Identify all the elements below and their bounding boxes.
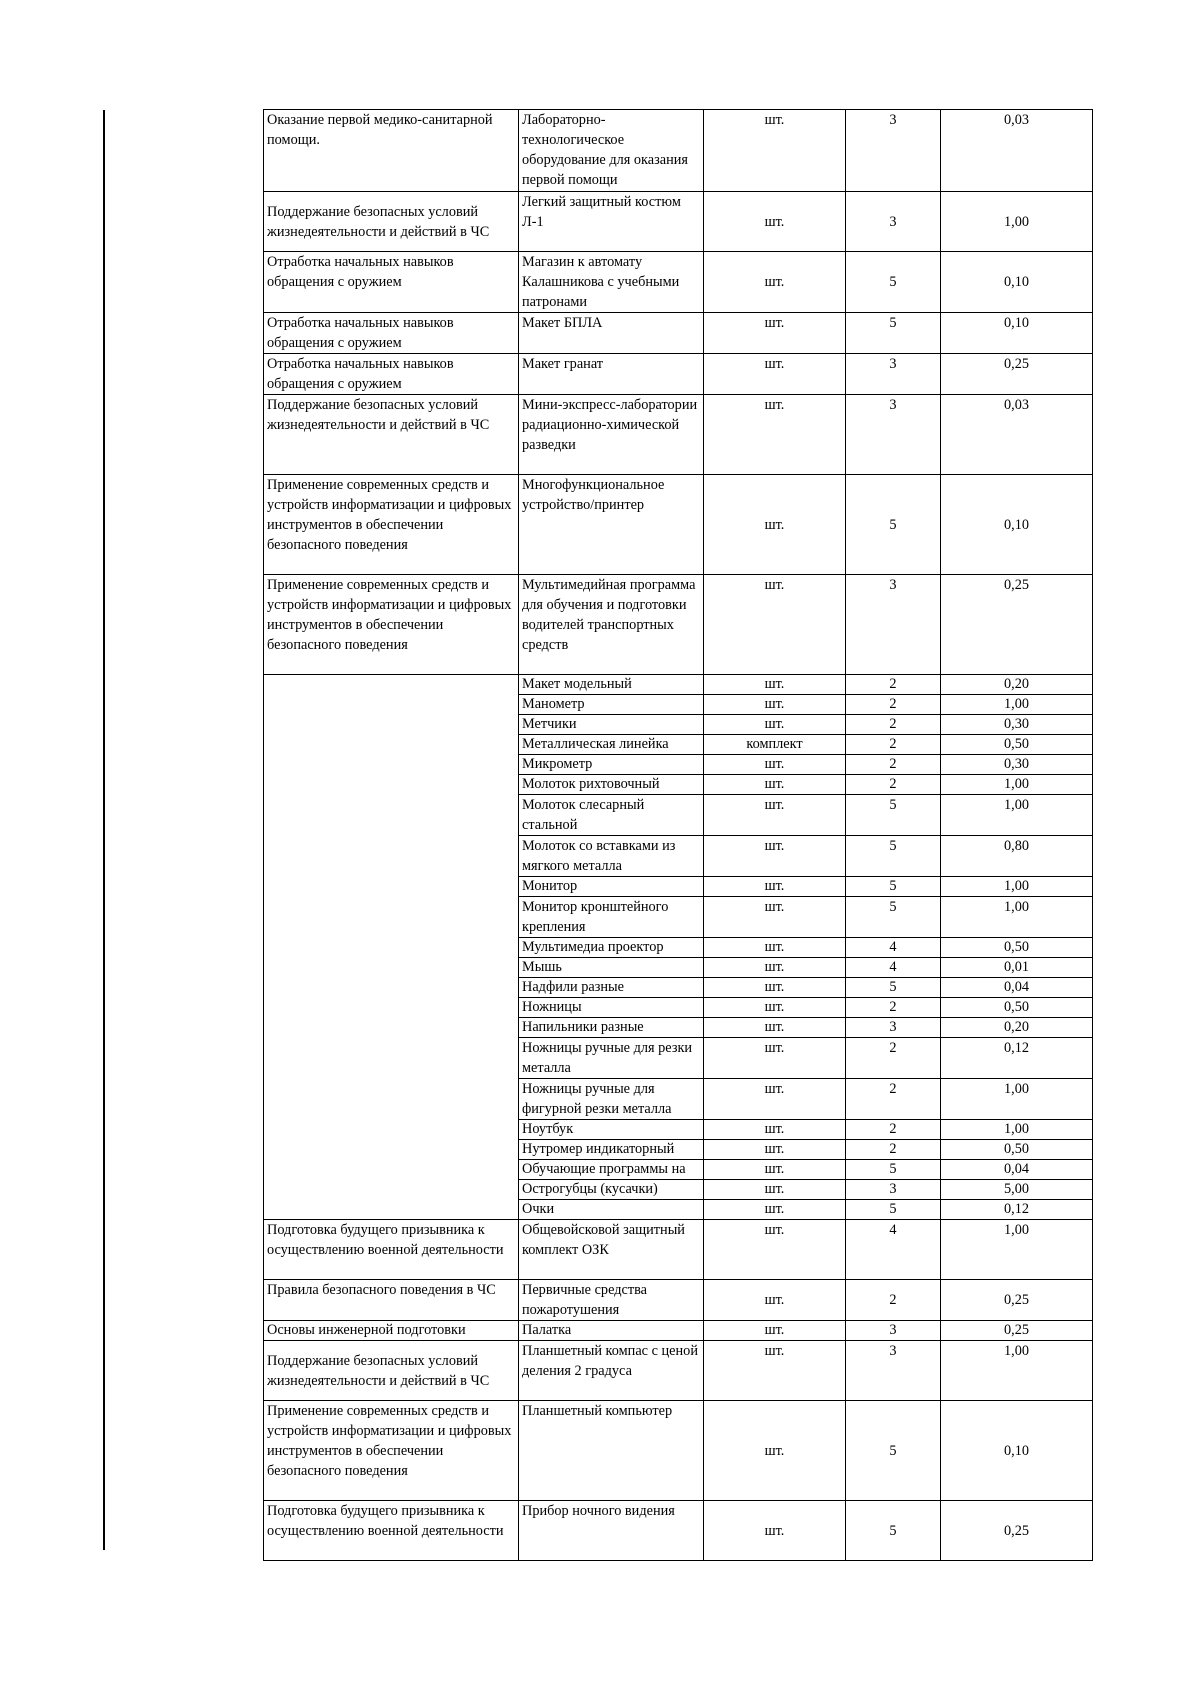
item-cell: Мини-экспресс-лаборатории радиационно-химической разведки (519, 395, 704, 475)
quantity-cell: 5 (846, 313, 941, 354)
item-cell: Металлическая линейка (519, 735, 704, 755)
item-cell: Монитор кронштейного крепления (519, 897, 704, 938)
unit-cell: шт. (704, 1501, 846, 1561)
unit-cell: шт. (704, 1079, 846, 1120)
value-cell: 1,00 (941, 1341, 1093, 1401)
quantity-cell: 4 (846, 958, 941, 978)
purpose-cell: Отработка начальных навыков обращения с оружием (264, 354, 519, 395)
value-cell: 1,00 (941, 192, 1093, 252)
purpose-cell-empty (264, 675, 519, 1220)
item-cell: Молоток слесарный стальной (519, 795, 704, 836)
quantity-cell: 5 (846, 1401, 941, 1501)
quantity-cell: 5 (846, 897, 941, 938)
purpose-cell: Применение современных средств и устройств информатизации и цифровых инструментов в обеспечении безопасного поведения (264, 1401, 519, 1501)
table-row (264, 675, 1093, 695)
value-cell: 1,00 (941, 1079, 1093, 1120)
quantity-cell: 2 (846, 1079, 941, 1120)
unit-cell: комплект (704, 735, 846, 755)
value-cell: 0,20 (941, 1018, 1093, 1038)
table-row (264, 1280, 1093, 1321)
unit-cell: шт. (704, 1280, 846, 1321)
item-cell: Микрометр (519, 755, 704, 775)
value-cell: 0,03 (941, 395, 1093, 475)
unit-cell: шт. (704, 958, 846, 978)
equipment-table (263, 109, 1093, 1561)
quantity-cell: 2 (846, 715, 941, 735)
value-cell: 5,00 (941, 1180, 1093, 1200)
value-cell: 0,12 (941, 1038, 1093, 1079)
table-row (264, 110, 1093, 192)
value-cell: 0,10 (941, 313, 1093, 354)
unit-cell: шт. (704, 836, 846, 877)
value-cell: 0,12 (941, 1200, 1093, 1220)
item-cell: Монитор (519, 877, 704, 897)
quantity-cell: 5 (846, 836, 941, 877)
table-row (264, 1220, 1093, 1280)
item-cell: Первичные средства пожаротушения (519, 1280, 704, 1321)
value-cell: 1,00 (941, 695, 1093, 715)
purpose-cell: Основы инженерной подготовки (264, 1321, 519, 1341)
item-cell: Нутромер индикаторный (519, 1140, 704, 1160)
quantity-cell: 3 (846, 1341, 941, 1401)
value-cell: 1,00 (941, 897, 1093, 938)
quantity-cell: 3 (846, 575, 941, 675)
unit-cell: шт. (704, 1038, 846, 1079)
item-cell: Планшетный компас с ценой деления 2 градуса (519, 1341, 704, 1401)
quantity-cell: 5 (846, 252, 941, 313)
unit-cell: шт. (704, 1140, 846, 1160)
unit-cell: шт. (704, 475, 846, 575)
quantity-cell: 3 (846, 192, 941, 252)
purpose-cell: Правила безопасного поведения в ЧС (264, 1280, 519, 1321)
unit-cell: шт. (704, 978, 846, 998)
unit-cell: шт. (704, 1180, 846, 1200)
quantity-cell: 5 (846, 877, 941, 897)
unit-cell: шт. (704, 1160, 846, 1180)
quantity-cell: 3 (846, 1321, 941, 1341)
purpose-cell: Поддержание безопасных условий жизнедеятельности и действий в ЧС (264, 395, 519, 475)
quantity-cell: 2 (846, 675, 941, 695)
purpose-cell: Подготовка будущего призывника к осуществлению военной деятельности (264, 1220, 519, 1280)
quantity-cell: 2 (846, 775, 941, 795)
unit-cell: шт. (704, 715, 846, 735)
unit-cell: шт. (704, 897, 846, 938)
value-cell: 0,30 (941, 715, 1093, 735)
unit-cell: шт. (704, 695, 846, 715)
item-cell: Напильники разные (519, 1018, 704, 1038)
item-cell: Манометр (519, 695, 704, 715)
quantity-cell: 5 (846, 475, 941, 575)
value-cell: 1,00 (941, 775, 1093, 795)
quantity-cell: 5 (846, 978, 941, 998)
quantity-cell: 2 (846, 695, 941, 715)
unit-cell: шт. (704, 755, 846, 775)
table-row (264, 1401, 1093, 1501)
item-cell: Ножницы ручные для резки металла (519, 1038, 704, 1079)
unit-cell: шт. (704, 877, 846, 897)
quantity-cell: 3 (846, 1180, 941, 1200)
table-row (264, 313, 1093, 354)
unit-cell: шт. (704, 575, 846, 675)
unit-cell: шт. (704, 354, 846, 395)
unit-cell: шт. (704, 1401, 846, 1501)
unit-cell: шт. (704, 775, 846, 795)
table-row (264, 575, 1093, 675)
table-row (264, 1321, 1093, 1341)
unit-cell: шт. (704, 1321, 846, 1341)
unit-cell: шт. (704, 313, 846, 354)
value-cell: 1,00 (941, 877, 1093, 897)
quantity-cell: 2 (846, 1120, 941, 1140)
quantity-cell: 3 (846, 110, 941, 192)
quantity-cell: 3 (846, 1018, 941, 1038)
value-cell: 0,25 (941, 1321, 1093, 1341)
value-cell: 0,04 (941, 978, 1093, 998)
unit-cell: шт. (704, 1341, 846, 1401)
item-cell: Очки (519, 1200, 704, 1220)
item-cell: Макет гранат (519, 354, 704, 395)
item-cell: Метчики (519, 715, 704, 735)
value-cell: 0,25 (941, 575, 1093, 675)
item-cell: Мультимедиа проектор (519, 938, 704, 958)
value-cell: 0,10 (941, 475, 1093, 575)
value-cell: 0,10 (941, 252, 1093, 313)
item-cell: Мышь (519, 958, 704, 978)
table-row (264, 252, 1093, 313)
table-row (264, 1341, 1093, 1401)
value-cell: 0,01 (941, 958, 1093, 978)
item-cell: Ноутбук (519, 1120, 704, 1140)
unit-cell: шт. (704, 252, 846, 313)
quantity-cell: 5 (846, 795, 941, 836)
purpose-cell: Применение современных средств и устройств информатизации и цифровых инструментов в обеспечении безопасного поведения (264, 575, 519, 675)
item-cell: Молоток со вставками из мягкого металла (519, 836, 704, 877)
unit-cell: шт. (704, 110, 846, 192)
purpose-cell: Поддержание безопасных условий жизнедеятельности и действий в ЧС (264, 192, 519, 252)
purpose-cell: Оказание первой медико-санитарной помощи. (264, 110, 519, 192)
value-cell: 1,00 (941, 795, 1093, 836)
quantity-cell: 3 (846, 395, 941, 475)
item-cell: Палатка (519, 1321, 704, 1341)
value-cell: 1,00 (941, 1220, 1093, 1280)
purpose-cell: Подготовка будущего призывника к осуществлению военной деятельности (264, 1501, 519, 1561)
item-cell: Ножницы (519, 998, 704, 1018)
item-cell: Надфили разные (519, 978, 704, 998)
value-cell: 0,50 (941, 735, 1093, 755)
item-cell: Легкий защитный костюм Л-1 (519, 192, 704, 252)
item-cell: Общевойсковой защитный комплект ОЗК (519, 1220, 704, 1280)
unit-cell: шт. (704, 1120, 846, 1140)
value-cell: 0,25 (941, 354, 1093, 395)
value-cell: 0,50 (941, 938, 1093, 958)
quantity-cell: 4 (846, 938, 941, 958)
item-cell: Магазин к автомату Калашникова с учебными патронами (519, 252, 704, 313)
value-cell: 0,04 (941, 1160, 1093, 1180)
quantity-cell: 2 (846, 755, 941, 775)
unit-cell: шт. (704, 938, 846, 958)
item-cell: Многофункциональное устройство/принтер (519, 475, 704, 575)
item-cell: Планшетный компьютер (519, 1401, 704, 1501)
item-cell: Прибор ночного видения (519, 1501, 704, 1561)
item-cell: Ножницы ручные для фигурной резки металла (519, 1079, 704, 1120)
item-cell: Макет модельный (519, 675, 704, 695)
quantity-cell: 2 (846, 998, 941, 1018)
unit-cell: шт. (704, 675, 846, 695)
item-cell: Мультимедийная программа для обучения и подготовки водителей транспортных средств (519, 575, 704, 675)
value-cell: 0,30 (941, 755, 1093, 775)
quantity-cell: 2 (846, 735, 941, 755)
value-cell: 0,50 (941, 1140, 1093, 1160)
unit-cell: шт. (704, 1200, 846, 1220)
table-row (264, 192, 1093, 252)
unit-cell: шт. (704, 998, 846, 1018)
item-cell: Лабораторно-технологическое оборудование для оказания первой помощи (519, 110, 704, 192)
item-cell: Молоток рихтовочный (519, 775, 704, 795)
left-margin-line (103, 110, 105, 1550)
unit-cell: шт. (704, 1018, 846, 1038)
value-cell: 0,10 (941, 1401, 1093, 1501)
value-cell: 0,25 (941, 1280, 1093, 1321)
table-row (264, 354, 1093, 395)
value-cell: 1,00 (941, 1120, 1093, 1140)
quantity-cell: 3 (846, 354, 941, 395)
value-cell: 0,20 (941, 675, 1093, 695)
purpose-cell: Применение современных средств и устройств информатизации и цифровых инструментов в обеспечении безопасного поведения (264, 475, 519, 575)
quantity-cell: 5 (846, 1160, 941, 1180)
quantity-cell: 2 (846, 1280, 941, 1321)
value-cell: 0,50 (941, 998, 1093, 1018)
quantity-cell: 2 (846, 1038, 941, 1079)
item-cell: Обучающие программы на (519, 1160, 704, 1180)
purpose-cell: Отработка начальных навыков обращения с оружием (264, 252, 519, 313)
table-row (264, 1501, 1093, 1561)
table-row (264, 475, 1093, 575)
value-cell: 0,80 (941, 836, 1093, 877)
unit-cell: шт. (704, 1220, 846, 1280)
quantity-cell: 2 (846, 1140, 941, 1160)
purpose-cell: Отработка начальных навыков обращения с оружием (264, 313, 519, 354)
quantity-cell: 5 (846, 1501, 941, 1561)
table-row (264, 395, 1093, 475)
unit-cell: шт. (704, 395, 846, 475)
value-cell: 0,03 (941, 110, 1093, 192)
item-cell: Острогубцы (кусачки) (519, 1180, 704, 1200)
purpose-cell: Поддержание безопасных условий жизнедеятельности и действий в ЧС (264, 1341, 519, 1401)
unit-cell: шт. (704, 795, 846, 836)
unit-cell: шт. (704, 192, 846, 252)
value-cell: 0,25 (941, 1501, 1093, 1561)
quantity-cell: 5 (846, 1200, 941, 1220)
item-cell: Макет БПЛА (519, 313, 704, 354)
quantity-cell: 4 (846, 1220, 941, 1280)
